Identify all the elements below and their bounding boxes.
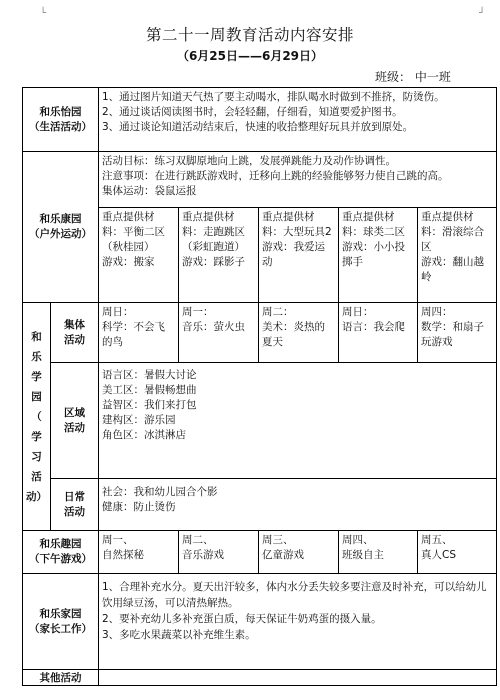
day-label: 周五、 <box>421 534 453 546</box>
day-content: 班级自主 <box>342 549 384 561</box>
day-content: 音乐游戏 <box>182 549 224 561</box>
day-content: 真人CS <box>421 549 456 561</box>
day-label: 周二： <box>262 306 294 318</box>
learning-name-char: 乐 <box>31 350 42 363</box>
day-content: 美术：炎热的夏天 <box>262 321 325 348</box>
group-activity-day <box>259 303 339 363</box>
day-label: 周三、 <box>262 534 294 546</box>
learning-name-char: （ <box>31 410 42 423</box>
day-content: 自然探秘 <box>102 549 144 561</box>
outdoor-material: 重点提供材料：大型玩具2 <box>262 211 332 238</box>
family-subname: （家长工作） <box>29 622 92 635</box>
learning-name-char: 学 <box>31 370 42 383</box>
outdoor-subname: （户外运动） <box>29 228 92 240</box>
outdoor-material: 重点提供材料：走跑跳区（彩虹跑道） <box>182 211 245 253</box>
afternoon-section-label <box>23 531 99 574</box>
family-item: 3、多吃水果蔬菜以补充维生素。 <box>102 629 256 641</box>
life-item: 1、通过图片知道天气热了要主动喝水，排队喝水时做到不推挤，防烫伤。 <box>102 91 445 103</box>
group-activity-label <box>51 303 99 363</box>
outdoor-col <box>179 208 259 303</box>
group-label-1: 集体 <box>64 318 85 331</box>
day-label: 周日： <box>342 306 374 318</box>
family-name: 和乐家园 <box>39 607 82 620</box>
margin-mark-left: └ <box>40 8 47 19</box>
group-label-2: 活动 <box>64 333 85 346</box>
afternoon-row <box>23 531 497 574</box>
outdoor-game: 游戏：搬家 <box>102 256 155 268</box>
learning-name-char: 和 <box>31 330 42 343</box>
daily-item: 健康：防止烫伤 <box>102 501 176 513</box>
learning-name-char: 动） <box>26 490 47 503</box>
outdoor-goal: 活动目标：练习双脚原地向上跳，发展弹跳能力及动作协调性。 <box>102 155 396 167</box>
group-activity-day <box>418 303 497 363</box>
other-row <box>23 670 497 686</box>
group-activity-day <box>179 303 259 363</box>
outdoor-col <box>99 208 179 303</box>
learning-name-char: 学 <box>31 430 42 443</box>
life-row <box>23 88 497 152</box>
daily-activity-content <box>99 479 497 531</box>
margin-mark-right: ┘ <box>479 8 486 19</box>
day-content: 亿童游戏 <box>262 549 304 561</box>
area-label-1: 区域 <box>64 406 85 419</box>
family-item: 2、要补充幼儿多补充蛋白质，每天保证牛奶鸡蛋的摄入量。 <box>102 613 382 625</box>
outdoor-game: 游戏：踩影子 <box>182 256 245 268</box>
afternoon-day <box>179 531 259 574</box>
group-activity-day <box>339 303 418 363</box>
afternoon-subname: （下午游戏） <box>29 553 92 565</box>
area-activity-label <box>51 363 99 479</box>
afternoon-day <box>339 531 418 574</box>
schedule-table <box>22 87 497 686</box>
area-activity-content <box>99 363 497 479</box>
daily-label-1: 日常 <box>64 490 85 503</box>
area-item: 建构区：游乐园 <box>102 414 176 426</box>
outdoor-notes: 注意事项：在进行跳跃游戏时，迁移向上跳的经验能够努力使自己跳的高。 <box>102 170 449 182</box>
life-content <box>99 88 497 152</box>
other-content <box>99 670 497 686</box>
life-name: 和乐怡园 <box>39 105 82 118</box>
day-content: 数学：和扇子玩游戏 <box>421 321 484 348</box>
life-item: 2、通过谈话阅读图书时，会轻轻翻，仔细看，知道要爱护图书。 <box>102 106 403 118</box>
day-content: 科学：不会飞的鸟 <box>102 321 165 348</box>
afternoon-day <box>259 531 339 574</box>
outdoor-material: 重点提供材料：滑滚综合区 <box>421 211 484 253</box>
outdoor-material: 重点提供材料：球类二区 <box>342 211 405 238</box>
learning-area-row <box>23 363 497 479</box>
day-label: 周日： <box>102 306 134 318</box>
outdoor-material: 重点提供材料：平衡二区（秋桂园） <box>102 211 165 253</box>
other-section-label: 其他活动 <box>23 670 99 686</box>
learning-name-char: 园 <box>31 390 42 403</box>
family-content <box>99 574 497 670</box>
area-item: 语言区：暑假大讨论 <box>102 369 197 381</box>
day-label: 周四、 <box>342 534 374 546</box>
outdoor-game: 游戏：翻山越岭 <box>421 256 484 283</box>
life-subname: （生活活动） <box>29 120 92 133</box>
life-item: 3、通过谈论知道活动结束后，快速的收拾整理好玩具并放到原处。 <box>102 121 414 133</box>
outdoor-game: 游戏：小小投掷手 <box>342 241 405 268</box>
learning-daily-row <box>23 479 497 531</box>
daily-activity-label <box>51 479 99 531</box>
outdoor-overview <box>99 152 497 208</box>
date-range: （6月25日——6月29日） <box>176 49 324 63</box>
group-activity-day <box>99 303 179 363</box>
family-item: 1、合理补充水分。夏天出汗较多，体内水分丢失较多要注意及时补充，可以给幼儿饮用绿豆汤，可以清热解热。 <box>102 581 487 609</box>
learning-group-row <box>23 303 497 363</box>
page-title: 第二十一周教育活动内容安排 <box>145 26 354 44</box>
area-item: 角色区：冰淇淋店 <box>102 429 186 441</box>
outdoor-col <box>259 208 339 303</box>
day-label: 周四： <box>421 306 453 318</box>
area-label-2: 活动 <box>64 421 85 434</box>
learning-name-char: 活 <box>31 470 42 483</box>
outdoor-group: 集体运动：袋鼠运报 <box>102 185 197 197</box>
afternoon-day <box>99 531 179 574</box>
outdoor-row-top <box>23 152 497 208</box>
family-section-label <box>23 574 99 670</box>
day-content: 音乐：萤火虫 <box>182 321 245 333</box>
outdoor-col <box>339 208 418 303</box>
class-label: 班级： 中一班 <box>375 70 451 84</box>
area-item: 益智区：我们来打包 <box>102 399 197 411</box>
area-item: 美工区：暑假畅想曲 <box>102 384 197 396</box>
outdoor-game: 游戏：我爱运动 <box>262 241 325 268</box>
afternoon-day <box>418 531 497 574</box>
afternoon-name: 和乐趣园 <box>39 538 82 550</box>
day-label: 周二、 <box>182 534 214 546</box>
day-label: 周一： <box>182 306 214 318</box>
day-content: 语言：我会爬 <box>342 321 405 333</box>
life-section-label <box>23 88 99 152</box>
learning-section-label <box>23 303 51 531</box>
outdoor-section-label <box>23 152 99 303</box>
outdoor-col <box>418 208 497 303</box>
daily-item: 社会：我和幼儿园合个影 <box>102 486 218 498</box>
day-label: 周一、 <box>102 534 134 546</box>
outdoor-name: 和乐康园 <box>39 213 82 225</box>
family-row <box>23 574 497 670</box>
learning-name-char: 习 <box>31 450 42 463</box>
daily-label-2: 活动 <box>64 505 85 518</box>
